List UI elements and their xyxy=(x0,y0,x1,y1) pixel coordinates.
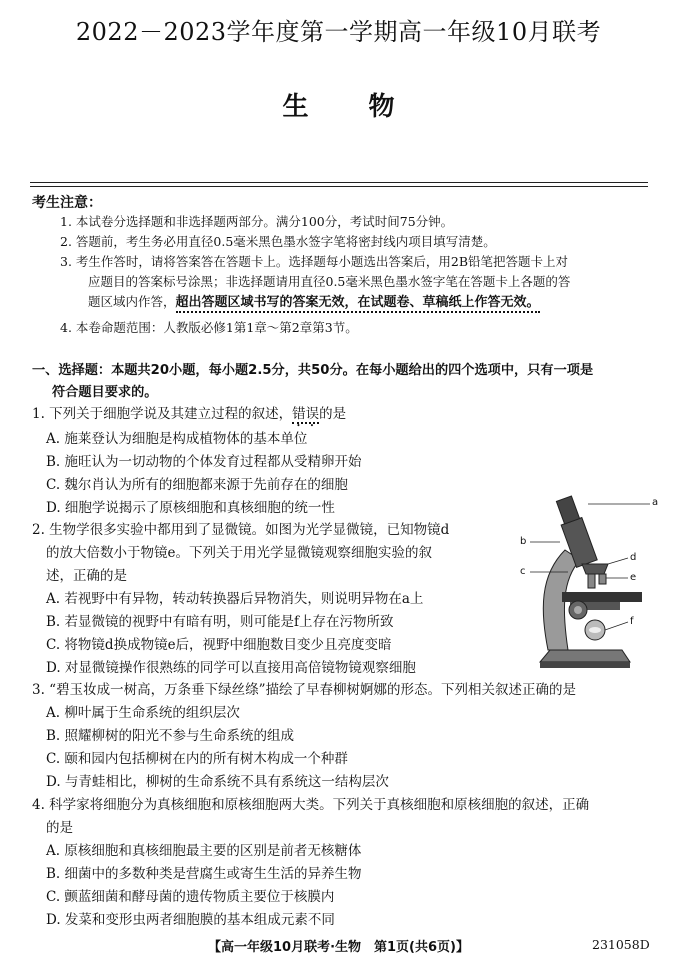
question-1-stem-text: 1. 下列关于细胞学说及其建立过程的叙述， xyxy=(32,406,293,422)
notice-item-3: 3. 考生作答时，请将答案答在答题卡上。选择题每小题选出答案后，用2B铅笔把答题卡上对 xyxy=(60,254,569,269)
footer-code: 231058D xyxy=(592,937,650,952)
question-4-option-a: A. 原核细胞和真核细胞最主要的区别是前者无核糖体 xyxy=(46,843,362,859)
question-4-option-d: D. 发菜和变形虫两者细胞膜的基本组成元素不同 xyxy=(46,912,335,928)
microscope-illustration xyxy=(510,490,660,675)
section-line-2: 符合题目要求的。 xyxy=(52,385,158,400)
question-2-option-c: C. 将物镜d换成物镜e后，视野中细胞数目变少且亮度变暗 xyxy=(46,637,392,653)
notice-item-3-tail: 题区域内作答， xyxy=(88,294,176,309)
notice-item-4: 4. 本卷命题范围：人教版必修1第1章～第2章第3节。 xyxy=(60,320,358,335)
subject-title: 生物 xyxy=(282,92,455,122)
exam-title: 2022－2023学年度第一学期高一年级10月联考 xyxy=(75,18,602,46)
notice-item-3-end xyxy=(88,292,540,313)
notice-heading: 考生注意： xyxy=(32,195,102,211)
figure-label-a: a xyxy=(652,497,659,508)
question-4-stem-1: 4. 科学家将细胞分为真核细胞和原核细胞两大类。下列关于真核细胞和原核细胞的叙述，正确 xyxy=(32,797,590,813)
microscope-figure xyxy=(510,490,660,675)
question-1-stem-end: 的是 xyxy=(319,406,347,422)
divider xyxy=(30,182,648,183)
figure-label-b: b xyxy=(520,536,527,547)
section-line-1: 一、选择题：本题共20小题，每小题2.5分，共50分。在每小题给出的四个选项中，只有一项是 xyxy=(32,363,594,378)
notice-item-1: 1. 本试卷分选择题和非选择题两部分。满分100分，考试时间75分钟。 xyxy=(60,214,454,229)
question-3-option-a: A. 柳叶属于生命系统的组织层次 xyxy=(46,705,240,721)
question-2-option-b: B. 若显微镜的视野中有暗有明，则可能是f上存在污物所致 xyxy=(46,614,394,630)
question-4-stem-2: 的是 xyxy=(46,820,73,836)
question-3-option-c: C. 颐和园内包括柳树在内的所有树木构成一个种群 xyxy=(46,751,348,767)
notice-emphasis: 超出答题区域书写的答案无效，在试题卷、草稿纸上作答无效。 xyxy=(176,295,540,313)
question-2-stem-3: 述，正确的是 xyxy=(46,568,127,584)
question-4-option-b: B. 细菌中的多数种类是营腐生或寄生生活的异养生物 xyxy=(46,866,362,882)
figure-label-c: c xyxy=(520,566,526,577)
question-1-emphasis: 错误 xyxy=(292,406,320,422)
question-1-option-a: A. 施莱登认为细胞是构成植物体的基本单位 xyxy=(46,431,308,447)
question-3-option-b: B. 照耀柳树的阳光不参与生命系统的组成 xyxy=(46,728,295,744)
question-2-option-d: D. 对显微镜操作很熟练的同学可以直接用高倍镜物镜观察细胞 xyxy=(46,660,416,676)
figure-label-d: d xyxy=(630,552,637,563)
figure-label-f: f xyxy=(630,616,634,627)
question-2-stem-1: 2. 生物学很多实验中都用到了显微镜。如图为光学显微镜，已知物镜d xyxy=(32,522,450,538)
question-2-option-a: A. 若视野中有异物，转动转换器后异物消失，则说明异物在a上 xyxy=(46,591,424,607)
question-2-stem-2: 的放大倍数小于物镜e。下列关于用光学显微镜观察细胞实验的叙 xyxy=(46,545,432,561)
question-1-option-d: D. 细胞学说揭示了原核细胞和真核细胞的统一性 xyxy=(46,500,335,516)
notice-item-2: 2. 答题前，考生务必用直径0.5毫米黑色墨水签字笔将密封线内项目填写清楚。 xyxy=(60,234,496,249)
divider xyxy=(30,186,648,187)
question-1-option-b: B. 施旺认为一切动物的个体发育过程都从受精卵开始 xyxy=(46,454,362,470)
figure-label-e: e xyxy=(630,572,637,583)
page-footer: 【高一年级10月联考·生物 第1页(共6页)】 xyxy=(207,940,469,955)
question-4-option-c: C. 颤蓝细菌和酵母菌的遗传物质主要位于核膜内 xyxy=(46,889,335,905)
question-1-stem xyxy=(32,404,346,430)
question-1-option-c: C. 魏尔肖认为所有的细胞都来源于先前存在的细胞 xyxy=(46,477,348,493)
section-heading xyxy=(32,360,652,404)
notice-item-3-cont: 应题目的答案标号涂黑；非选择题请用直径0.5毫米黑色墨水签字笔在答题卡上各题的答 xyxy=(88,274,571,289)
question-3-option-d: D. 与青蛙相比，柳树的生命系统不具有系统这一结构层次 xyxy=(46,774,389,790)
question-3-stem: 3. “碧玉妆成一树高，万条垂下绿丝绦”描绘了早春柳树婀娜的形态。下列相关叙述正确的是 xyxy=(32,682,576,698)
